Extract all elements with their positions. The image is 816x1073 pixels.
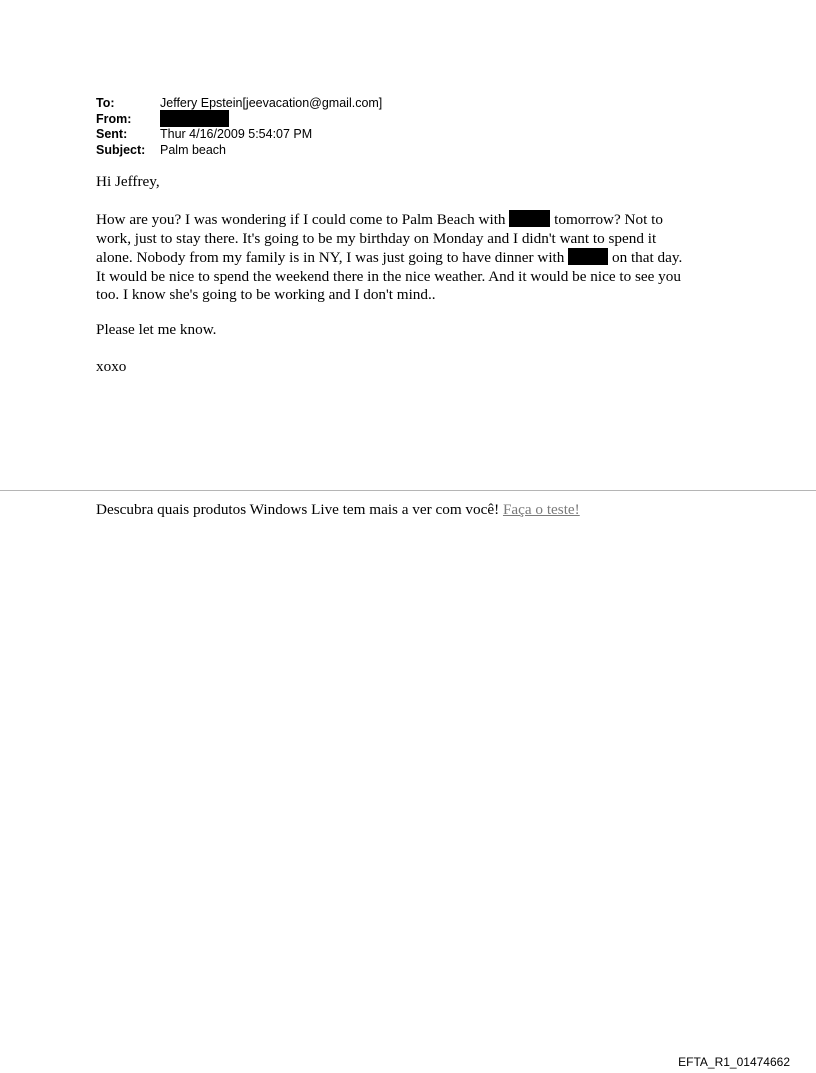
line1-text-a: How are you? I was wondering if I could come to Palm Beach with (96, 211, 510, 228)
paragraph-line-2: work, just to stay there. It's going to be my birthday on Monday and I didn't want to spend it (96, 229, 657, 247)
from-redaction (160, 110, 229, 127)
subject-value: Palm beach (160, 142, 227, 157)
document-id: EFTA_R1_01474662 (678, 1055, 790, 1069)
paragraph-line-1 (96, 210, 682, 230)
line3-text-a: alone. Nobody from my family is in NY, I was just going to have dinner with (96, 249, 569, 266)
promo-text: Descubra quais produtos Windows Live tem mais a ver com você! (96, 501, 503, 518)
to-row (96, 96, 382, 112)
to-value: Jeffery Epstein[jeevacation@gmail.com] (160, 96, 383, 110)
promo-footer (96, 501, 580, 520)
sent-value: Thur 4/16/2009 5:54:07 PM (160, 127, 313, 141)
to-label: To: (96, 96, 115, 110)
name-redaction-1 (509, 210, 550, 227)
email-header (96, 96, 382, 158)
message-paragraph (96, 210, 682, 305)
from-label: From: (96, 111, 132, 126)
please-line: Please let me know. (96, 321, 217, 338)
promo-link[interactable]: Faça o teste! (502, 501, 580, 518)
subject-label: Subject: (96, 142, 146, 157)
subject-row (96, 143, 382, 159)
sent-label: Sent: (96, 127, 128, 141)
paragraph-line-3 (96, 248, 682, 268)
paragraph-line-5: too. I know she's going to be working and I don't mind.. (96, 286, 436, 303)
paragraph-line-4: It would be nice to spend the weekend there in the nice weather. And it would be nice to see you (96, 267, 681, 285)
line1-text-b: tomorrow? Not to (550, 211, 663, 228)
line3-text-b: on that day. (608, 249, 683, 266)
name-redaction-2 (568, 248, 608, 265)
from-row (96, 112, 382, 128)
signoff: xoxo (96, 358, 127, 375)
greeting: Hi Jeffrey, (96, 173, 160, 190)
sent-row (96, 127, 382, 143)
divider (0, 490, 816, 491)
